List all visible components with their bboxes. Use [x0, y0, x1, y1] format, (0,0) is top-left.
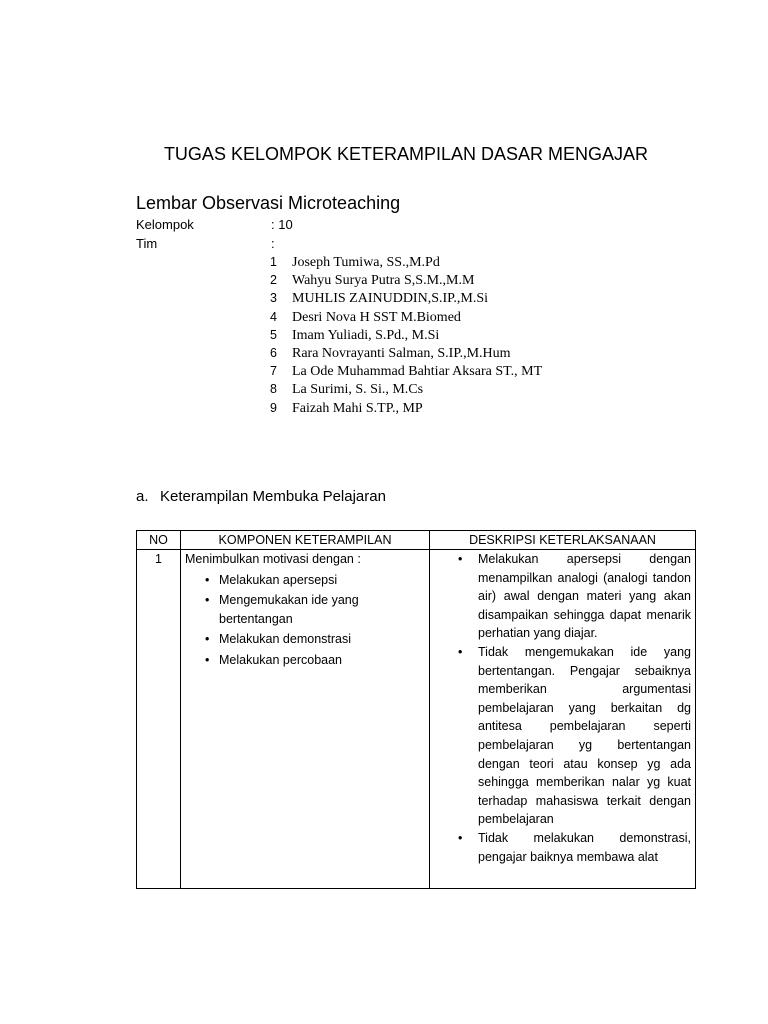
team-member-number: 8	[270, 382, 277, 397]
team-member-name: Imam Yuliadi, S.Pd., M.Si	[292, 327, 440, 343]
section-letter: a.	[136, 488, 149, 505]
team-member-number: 2	[270, 273, 277, 288]
bullet-icon: •	[205, 572, 210, 587]
team-member-name: MUHLIS ZAINUDDIN,S.IP.,M.Si	[292, 291, 489, 307]
bullet-icon: •	[458, 644, 463, 659]
team-member	[270, 399, 542, 417]
komponen-item: Mengemukakan ide yang bertentangan	[219, 593, 359, 626]
komponen-list	[185, 571, 425, 670]
team-member-name: Joseph Tumiwa, SS.,M.Pd	[292, 255, 440, 270]
deskripsi-item: Tidak mengemukakan ide yang bertentangan. Pengajar sebaiknya memberikan argumentasi pembelajaran yang berkaitan dg antitesa pembelajaran seperti pembelajaran yg bertentangan dengan teori atau konsep yg ada sehingga memberikan nalar yg kuat terhadap mahasiswa terkait dengan pembelajaran	[478, 644, 691, 827]
document-subtitle: Lembar Observasi Microteaching	[136, 193, 401, 213]
header-komponen: KOMPONEN KETERAMPILAN	[181, 531, 430, 550]
list-item	[434, 643, 691, 829]
team-member-number: 9	[270, 400, 277, 415]
deskripsi-content	[434, 550, 691, 888]
team-member-number: 7	[270, 364, 277, 379]
komponen-item: Melakukan apersepsi	[219, 572, 338, 587]
komponen-intro: Menimbulkan motivasi dengan :	[185, 552, 361, 566]
bullet-icon: •	[205, 652, 210, 667]
team-member-list	[270, 253, 542, 417]
header-deskripsi: DESKRIPSI KETERLAKSANAAN	[430, 531, 696, 550]
list-item	[185, 630, 425, 649]
team-member-number: 6	[270, 345, 277, 360]
team-member-number: 1	[270, 255, 277, 269]
team-member-name: La Surimi, S. Si., M.Cs	[292, 382, 424, 398]
document-title: TUGAS KELOMPOK KETERAMPILAN DASAR MENGAJAR	[163, 144, 649, 164]
kelompok-row	[136, 216, 293, 233]
team-member	[270, 380, 542, 398]
bullet-icon: •	[458, 552, 463, 566]
komponen-item: Melakukan demonstrasi	[219, 632, 352, 647]
deskripsi-cell	[430, 550, 696, 889]
tim-value: :	[271, 236, 275, 251]
header-no: NO	[137, 531, 181, 550]
team-member	[270, 344, 542, 362]
kelompok-value: : 10	[271, 217, 293, 232]
list-item	[434, 829, 691, 866]
kelompok-label: Kelompok	[136, 217, 194, 232]
team-member-number: 5	[270, 327, 277, 342]
team-member	[270, 289, 542, 307]
section-title: Keterampilan Membuka Pelajaran	[160, 488, 386, 505]
team-member	[270, 326, 542, 344]
list-item	[185, 651, 425, 670]
tim-label: Tim	[136, 236, 158, 251]
list-item	[185, 571, 425, 590]
komponen-item: Melakukan percobaan	[219, 652, 342, 667]
table-header-row	[137, 531, 696, 550]
bullet-icon: •	[458, 830, 463, 845]
list-item	[185, 591, 425, 628]
section-heading	[136, 487, 386, 507]
team-member	[270, 308, 542, 326]
list-item	[434, 550, 691, 643]
bullet-icon: •	[205, 632, 210, 647]
team-member-number: 3	[270, 291, 277, 306]
tim-row	[136, 235, 275, 252]
deskripsi-item: Tidak melakukan demonstrasi, pengajar baiknya membawa alat	[478, 830, 691, 864]
team-member-name: Faizah Mahi S.TP., MP	[292, 400, 423, 416]
team-member	[270, 253, 542, 271]
team-member-name: Rara Novrayanti Salman, S.IP.,M.Hum	[292, 345, 511, 361]
team-member	[270, 271, 542, 289]
team-member-number: 4	[270, 309, 277, 324]
team-member	[270, 362, 542, 380]
bullet-icon: •	[205, 593, 210, 608]
deskripsi-list	[434, 550, 691, 866]
deskripsi-item: Melakukan apersepsi dengan menampilkan analogi (analogi tandon air) awal dengan materi yang akan disampaikan sehingga dapat menarik perhatian yang diajar.	[478, 552, 691, 641]
team-member-name: Desri Nova H SST M.Biomed	[292, 309, 461, 325]
team-member-name: Wahyu Surya Putra S,S.M.,M.M	[292, 273, 475, 289]
row-number: 1	[137, 550, 181, 889]
komponen-cell	[181, 550, 430, 889]
observation-table	[136, 530, 696, 889]
table-row	[137, 550, 696, 889]
team-member-name: La Ode Muhammad Bahtiar Aksara ST., MT	[292, 364, 543, 380]
